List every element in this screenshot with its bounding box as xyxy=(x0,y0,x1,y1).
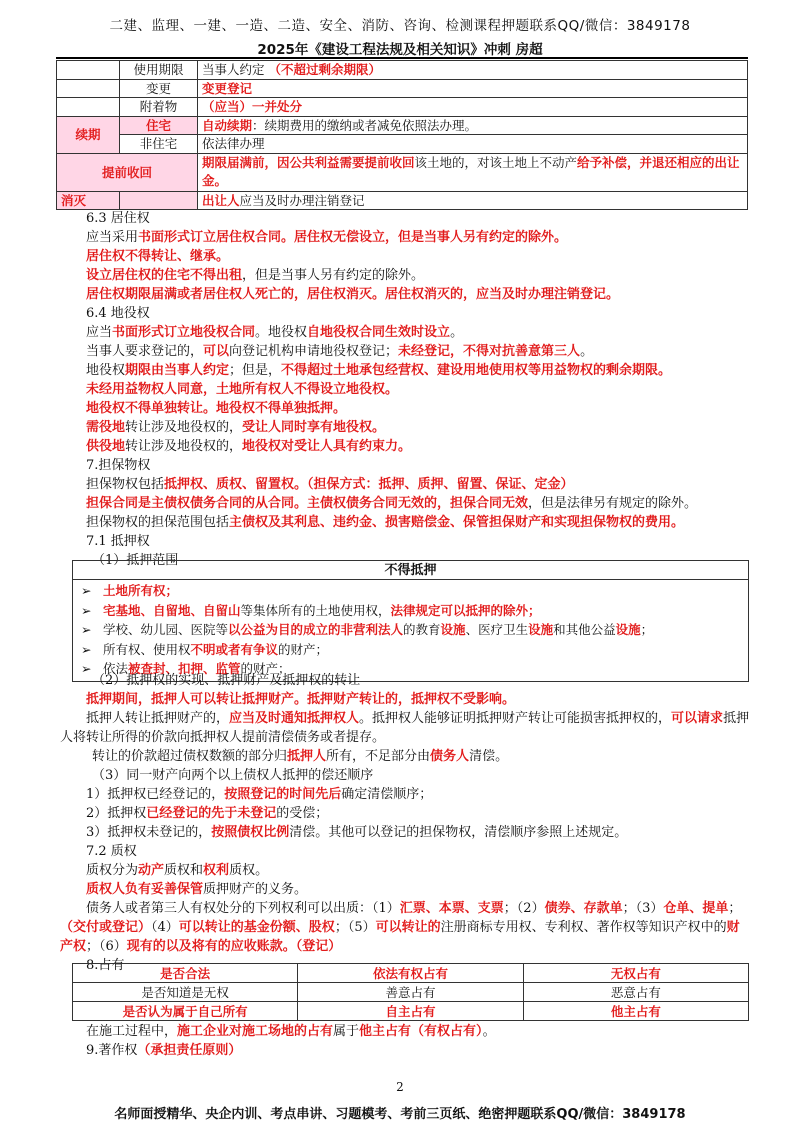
table-row: 消灭 出让人应当及时办理注销登记 xyxy=(57,191,748,210)
table-row: 变更 变更登记 xyxy=(57,79,748,98)
table-row: 附着物 （应当）一并处分 xyxy=(57,98,748,117)
footer-contact-line: 名师面授精华、央企内训、考点串讲、习题模考、考前三页纸、绝密押题联系QQ/微信：3849178 xyxy=(114,1107,686,1122)
table-row: 是否知道是无权 善意占有 恶意占有 xyxy=(73,983,749,1002)
section-heading: 7.担保物权 xyxy=(86,458,151,473)
table-row: 是否认为属于自己所有 自主占有 他主占有 xyxy=(73,1002,749,1021)
list-item: ➢ 依法被查封、扣押、监管的财产； xyxy=(81,659,742,679)
section-heading: 6.4 地役权 xyxy=(86,306,150,321)
table-row: 是否合法 依法有权占有 无权占有 xyxy=(73,964,749,983)
list-item: ➢ 宅基地、自留地、自留山等集体所有的土地使用权，法律规定可以抵押的除外； xyxy=(81,601,742,621)
document-title: 2025年《建设工程法规及相关知识》冲刺 房超 xyxy=(257,42,543,58)
no-mortgage-box xyxy=(72,560,749,682)
list-item: ➢ 土地所有权； xyxy=(81,581,742,601)
arrow-bullet-icon: ➢ xyxy=(81,602,92,618)
table-row: 续期 住宅 自动续期：续期费用的缴纳或者减免依照法办理。 xyxy=(57,116,748,135)
header-divider xyxy=(56,57,748,59)
possession-table xyxy=(72,963,749,1021)
list-item: ➢ 学校、幼儿园、医院等以公益为目的成立的非营利法人的教育设施、医疗卫生设施和其他公益设施； xyxy=(81,620,742,640)
termination-label: 消灭 xyxy=(57,191,120,210)
table-row: 使用期限 当事人约定 （不超过剩余期限） xyxy=(57,61,748,80)
page-number: 2 xyxy=(396,1080,404,1094)
section-heading: 9.著作权（承担责任原则） xyxy=(86,1043,242,1058)
section-heading: 8.占有 xyxy=(86,958,125,973)
section-8-9: 在施工过程中，施工企业对施工场地的占有属于他主占有（有权占有）。 9.著作权（承担责任原则） xyxy=(86,1022,751,1060)
section-heading: 7.1 抵押权 xyxy=(86,534,150,549)
section-heading: 7.2 质权 xyxy=(86,844,137,859)
section-6-3-to-7-1: 6.3 居住权 应当采用书面形式订立居住权合同。居住权无偿设立，但是当事人另有约定的除外。 居住权不得转让、继承。 设立居住权的住宅不得出租，但是当事人另有约定的除外。 居住权期限届满或者居住权人死亡的，居住权消灭。居住权消灭的，应当及时办理注销登记。 6.4 地役权 应当书面形式订立地役权合同。地役权自地役权合同生效时设立。 当事人要求登记的，可以向登记机构申请地役权登记；未经登记，不得对抗善意第三人。 地役权期限由当事人约定；但是，不得超过土地承包经营权、建设用地使用权等用益物权的剩余期限。 未经用益物权人同意，土地所有权人不得设立地役权。 地役权不得单独转让。地役权不得单独抵押。 需役地转让涉及地役权的，受让人同时享有地役权。 供役地转让涉及地役权的，地役权对受让人具有约束力。 7.担保物权 担保物权包括抵押权、质权、留置权。（担保方式：抵押、质押、留置、保证、定金） 担保合同是主债权债务合同的从合同。主债权债务合同无效的，担保合同无效，但是法律另有规定的除外。 担保物权的担保范围包括主债权及其利息、违约金、损害赔偿金、保管担保财产和实现担保物权的费用。 7.1 抵押权 （1）抵押范围 xyxy=(86,209,751,570)
box-title: 不得抵押 xyxy=(73,561,748,580)
arrow-bullet-icon: ➢ xyxy=(81,641,92,657)
arrow-bullet-icon: ➢ xyxy=(81,661,92,676)
land-use-rights-table xyxy=(56,60,748,210)
list-item: ➢ 所有权、使用权不明或者有争议的财产； xyxy=(81,640,742,660)
table-row: 非住宅 依法律办理 xyxy=(57,135,748,154)
table-row: 提前收回 期限届满前，因公共利益需要提前收回该土地的，对该土地上不动产给予补偿，并退还相应的出让金。 xyxy=(57,153,748,191)
header-contact-line: 二建、监理、一建、一造、二造、安全、消防、咨询、检测课程押题联系QQ/微信：3849178 xyxy=(109,18,691,34)
section-heading: 6.3 居住权 xyxy=(86,211,150,226)
arrow-bullet-icon: ➢ xyxy=(81,583,92,598)
arrow-bullet-icon: ➢ xyxy=(81,622,92,637)
early-recovery-label: 提前收回 xyxy=(57,153,198,191)
renewal-label: 续期 xyxy=(57,116,120,153)
section-7-1-continued: （2）抵押权的实现、抵押财产及抵押权的转让 抵押期间，抵押人可以转让抵押财产。抵押财产转让的，抵押权不受影响。 抵押人转让抵押财产的，应当及时通知抵押权人。抵押权人能够证明抵押财产转让可能损害抵押权的，可以请求抵押人将转让所得的价款向抵押权人提前清偿债务或者提存。 转让的价款超过债权数额的部分归抵押人所有，不足部分由债务人清偿。 （3）同一财产向两个以上债权人抵押的偿还顺序 1）抵押权已经登记的，按照登记的时间先后确定清偿顺序； 2）抵押权已经登记的先于未登记的受偿； 3）抵押权未登记的，按照债权比例清偿。其他可以登记的担保物权，清偿顺序参照上述规定。 7.2 质权 质权分为动产质权和权利质权。 质权人负有妥善保管质押财产的义务。 债务人或者第三人有权处分的下列权利可以出质：（1）汇票、本票、支票；（2）债券、存款单；（3）仓单、提单；（交付或登记）（4）可以转让的基金份额、股权；（5）可以转让的注册商标专用权、专利权、著作权等知识产权中的财产权；（6）现有的以及将有的应收账款。（登记） 8.占有 xyxy=(60,673,750,973)
